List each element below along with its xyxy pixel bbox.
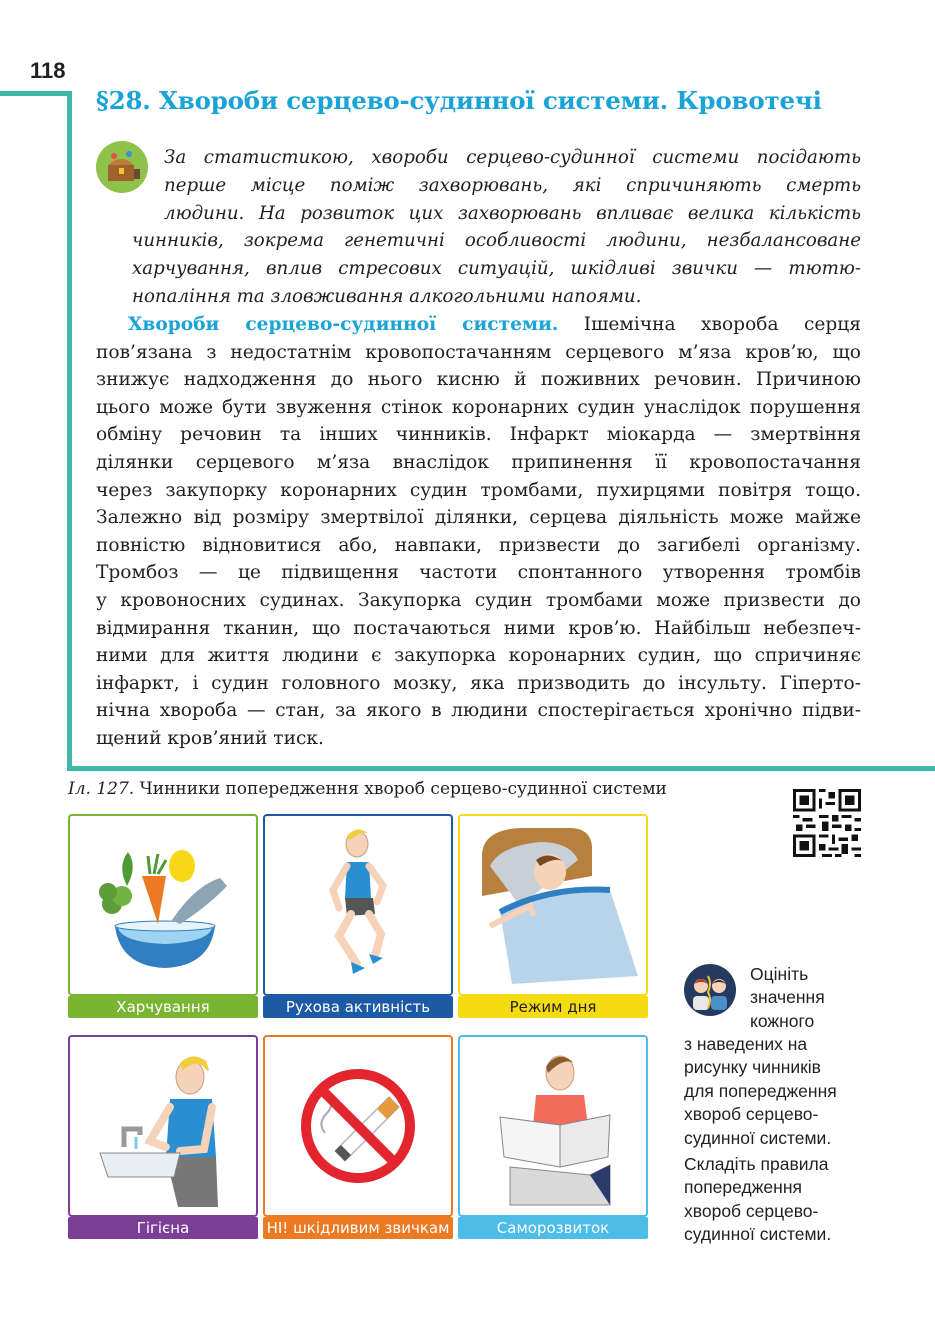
sleeping-person-icon (460, 816, 646, 994)
intro-line: чинників, зокрема генетичні особливості людини, незбалансоване (132, 230, 861, 252)
qr-code-icon[interactable] (793, 789, 861, 857)
body-line: інфаркт, і судин головного мозку, яка призводить до інсульту. Гіперто- (96, 672, 861, 694)
no-smoking-icon (265, 1037, 451, 1215)
body-line: цього може бути звуження стінок коронарних судин унаслідок порушення (96, 396, 861, 418)
margin-bar-bottom (67, 766, 935, 771)
body-line: знижує надходження до нього кисню й поживних речовин. Причиною (96, 369, 861, 391)
aside-line: судинної системи. (684, 1127, 832, 1148)
body-first-line: Хвороби серцево-судинної системи. Ішемічна хвороба серця (128, 314, 861, 335)
figure-caption (68, 779, 667, 799)
tile-label-no-bad-habits: НІ! шкідливим звичкам (263, 1217, 453, 1239)
intro-line: людини. На розвиток цих захворювань впливає велика кількість (164, 202, 861, 224)
page-number: 118 (30, 58, 66, 83)
section-title: §28. Хвороби серцево-судинної системи. Кровотечі (96, 86, 822, 115)
aside-rules-task (684, 1153, 831, 1247)
aside-line: попередження (684, 1177, 802, 1198)
runner-icon (265, 816, 451, 994)
body-paragraph (96, 311, 861, 753)
tile-label-daily-routine: Режим дня (458, 996, 648, 1018)
body-line: нічна хвороба — стан, за якого в людини спостерігається хронічно підви- (96, 700, 861, 722)
intro-line: перше місце поміж захворювань, які спричиняють смерть (164, 174, 861, 196)
aside-line: кожного (750, 1010, 815, 1031)
aside-line: Оцініть (750, 964, 809, 984)
body-line: через закупорку коронарних судин тромбами, пухирцями повітря тощо. (96, 479, 861, 501)
margin-bar-top (0, 91, 72, 96)
body-line: обміну речовин та інших чинників. Інфаркт міокарда — змертвіння (96, 424, 861, 446)
tile-label-nutrition: Харчування (68, 996, 258, 1018)
aside-task-continued (684, 1033, 837, 1150)
body-line: ділянки серцевого м’яза внаслідок припинення її кровопостачання (96, 451, 861, 473)
tile-label-physical-activity: Рухова активність (263, 996, 453, 1018)
subheading: Хвороби серцево-судинної системи. (128, 314, 559, 335)
intro-line: За статистикою, хвороби серцево-судинної системи посідають (164, 147, 861, 168)
intro-line: харчування, вплив стресових ситуацій, шкідливі звички — тютю- (132, 258, 861, 280)
aside-line: рисунку чинників (684, 1057, 821, 1078)
intro-line: нопаління та зловживання алкогольними напоями. (132, 285, 642, 307)
aside-line: з наведених на (684, 1034, 808, 1054)
aside-line: для попередження (684, 1080, 837, 1101)
scientists-icon (684, 964, 736, 1016)
aside-line: хвороб серцево- (684, 1200, 819, 1221)
tile-label-self-development: Саморозвиток (458, 1217, 648, 1239)
tile-hygiene (68, 1035, 258, 1217)
tile-nutrition (68, 814, 258, 996)
aside-line: судинної системи. (684, 1224, 832, 1245)
washing-hands-icon (70, 1037, 256, 1215)
body-line: Тромбоз — це підвищення частоти спонтанного утворення тромбів (96, 562, 861, 584)
body-line: ними для життя людини є закупорка коронарних судин, що спричиняє (96, 645, 861, 667)
tile-physical-activity (263, 814, 453, 996)
margin-bar-left (67, 91, 72, 771)
aside-line: Складіть правила (684, 1154, 829, 1174)
figure-caption-text: Чинники попередження хвороб серцево-судинної системи (134, 779, 667, 799)
intro-paragraph (96, 144, 861, 311)
body-line: щений кров’яний тиск. (96, 727, 324, 749)
aside-task (750, 963, 825, 1033)
body-line: відмирання тканин, що постачаються ними кров’ю. Найбільш небезпеч- (96, 617, 861, 639)
tile-no-bad-habits (263, 1035, 453, 1217)
aside-line: хвороб серцево- (684, 1104, 819, 1125)
body-line: у кровоносних судинах. Закупорка судин тромбами може призвести до (96, 589, 861, 611)
figure-caption-label: Іл. 127. (68, 779, 135, 799)
food-bowl-icon (70, 816, 256, 994)
body-line: повністю відновитися або, навпаки, призвести до загибелі організму. (96, 534, 861, 556)
tile-label-hygiene: Гігієна (68, 1217, 258, 1239)
reading-person-icon (460, 1037, 646, 1215)
tile-daily-routine (458, 814, 648, 996)
body-line: Залежно від розміру змертвілої ділянки, серцева діяльність може майже (96, 507, 861, 529)
tile-self-development (458, 1035, 648, 1217)
aside-line: значення (750, 987, 825, 1008)
body-line: пов’язана з недостатнім кровопостачанням серцевого м’яза кров’ю, що (96, 341, 861, 363)
